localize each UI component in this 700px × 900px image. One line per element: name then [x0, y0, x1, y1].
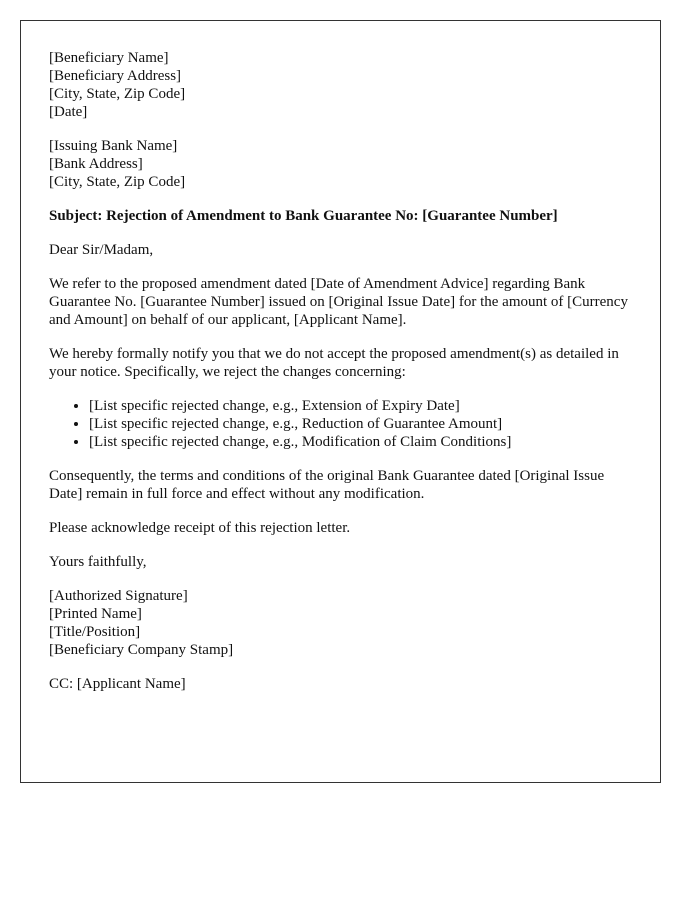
subject-line: Subject: Rejection of Amendment to Bank Guarantee No: [Guarantee Number]: [49, 208, 558, 224]
letter-date: [Date]: [49, 104, 88, 120]
paragraph-reference: We refer to the proposed amendment dated [Date of Amendment Advice] regarding Bank Guarantee No. [Guarantee Number] issued on [Original Issue Date] for the amount of [Currency and Amount] on behalf of our applicant, [Applicant Name].: [49, 276, 628, 328]
salutation: Dear Sir/Madam,: [49, 242, 154, 258]
letter: [20, 20, 661, 783]
sender-city: [City, State, Zip Code]: [49, 86, 186, 102]
list-item: • [List specific rejected change, e.g., Extension of Expiry Date]: [89, 397, 632, 415]
list-item: • [List specific rejected change, e.g., Modification of Claim Conditions]: [89, 433, 632, 451]
recipient-city: [City, State, Zip Code]: [49, 174, 186, 190]
closing: Yours faithfully,: [49, 554, 147, 570]
paragraph-notification: We hereby formally notify you that we do not accept the proposed amendment(s) as detailed in your notice. Specifically, we reject the changes concerning:: [49, 346, 619, 380]
company-stamp: [Beneficiary Company Stamp]: [49, 642, 234, 658]
sender-address: [49, 49, 632, 121]
signature-block: [49, 587, 632, 659]
rejected-changes-list: [49, 397, 632, 451]
recipient-street: [Bank Address]: [49, 156, 143, 172]
sender-name: [Beneficiary Name]: [49, 50, 169, 66]
recipient-name: [Issuing Bank Name]: [49, 138, 178, 154]
paragraph-acknowledge: Please acknowledge receipt of this rejection letter.: [49, 520, 351, 536]
list-item: • [List specific rejected change, e.g., Reduction of Guarantee Amount]: [89, 415, 632, 433]
sender-street: [Beneficiary Address]: [49, 68, 182, 84]
paragraph-consequence: Consequently, the terms and conditions of the original Bank Guarantee dated [Original Issue Date] remain in full force and effect without any modification.: [49, 468, 605, 502]
authorized-signature: [Authorized Signature]: [49, 588, 188, 604]
cc-line: CC: [Applicant Name]: [49, 676, 186, 692]
printed-name: [Printed Name]: [49, 606, 142, 622]
recipient-address: [49, 137, 632, 191]
title-position: [Title/Position]: [49, 624, 141, 640]
